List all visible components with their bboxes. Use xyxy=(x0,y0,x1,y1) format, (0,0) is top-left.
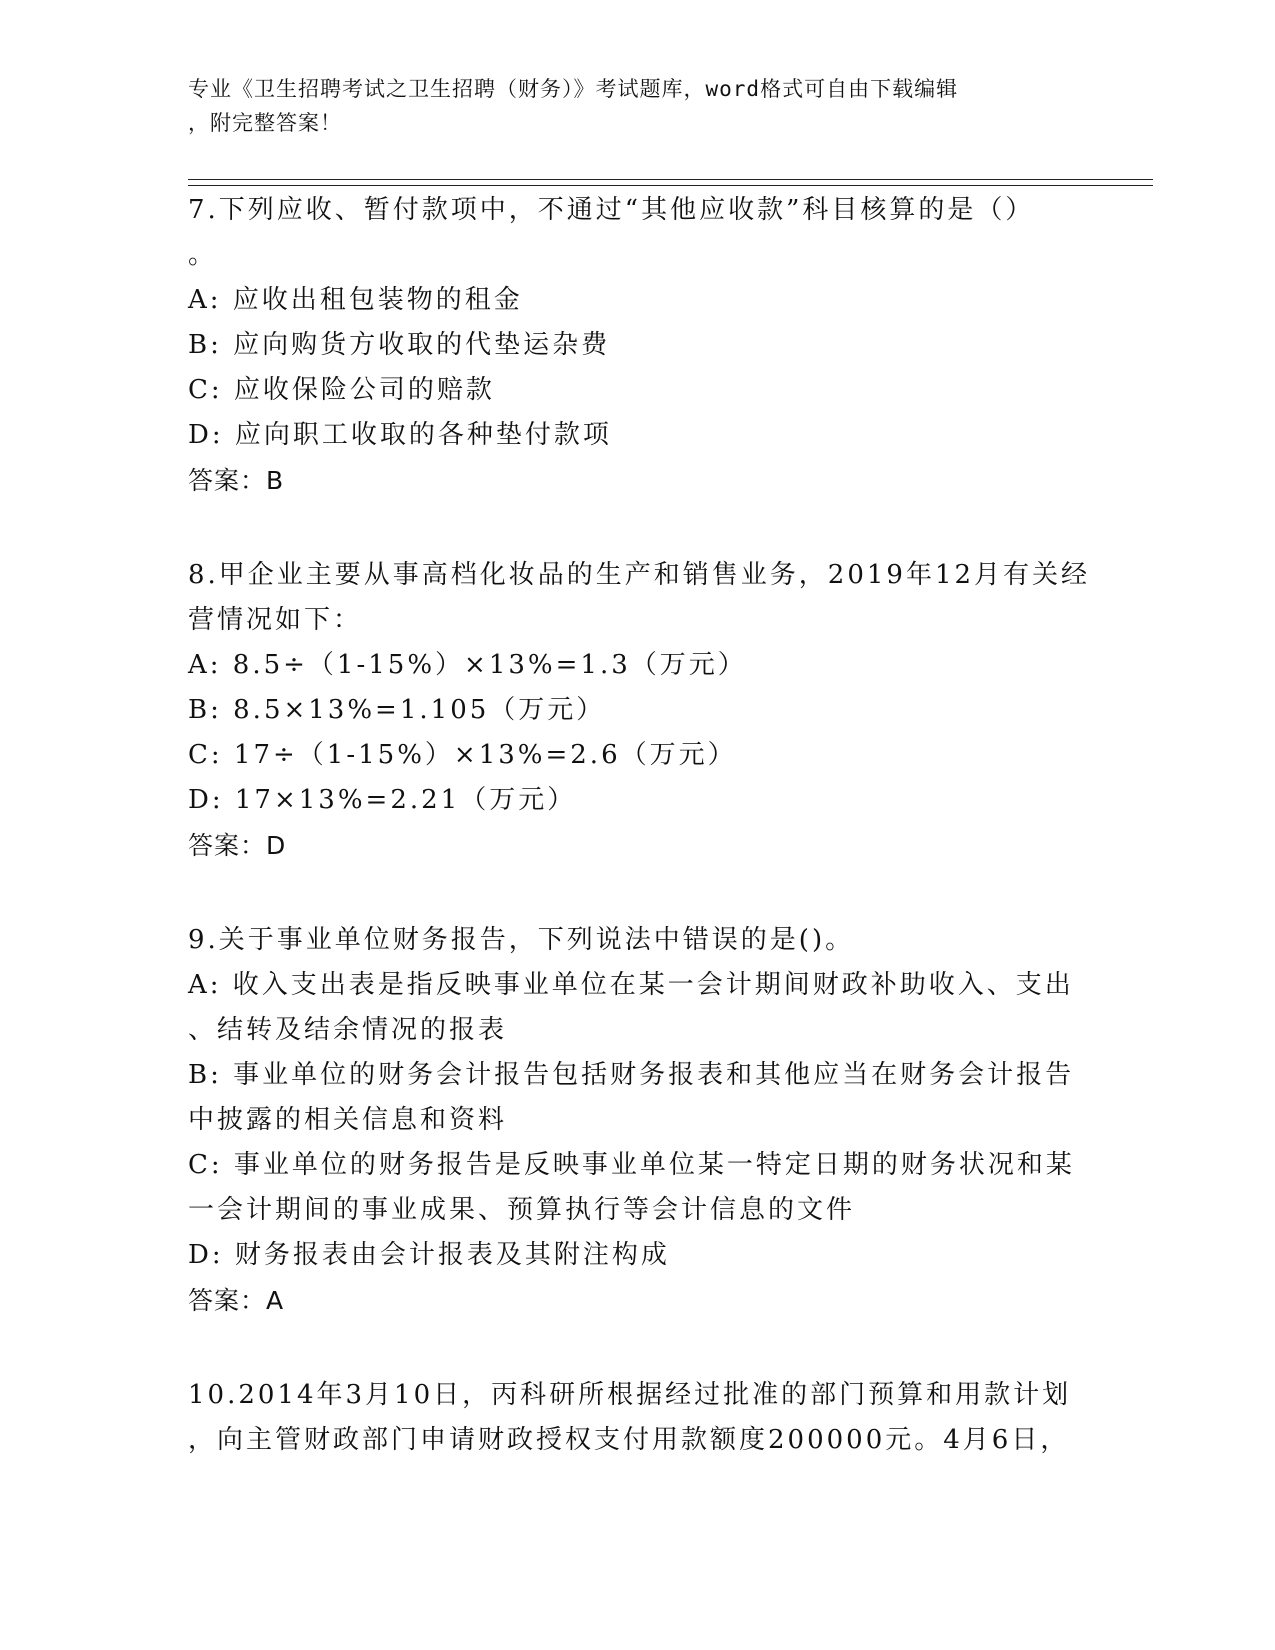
answer: 答案：B xyxy=(188,466,285,495)
header-line-1: 专业《卫生招聘考试之卫生招聘（财务）》考试题库，word格式可自由下载编辑 xyxy=(188,77,959,101)
option-b: B: 应向购货方收取的代垫运杂费 xyxy=(188,330,611,360)
header-line-2: ，附完整答案！ xyxy=(188,111,342,135)
option-d: D: 17×13%=2.21（万元） xyxy=(188,785,577,815)
option-c: C: 应收保险公司的赔款 xyxy=(188,375,495,405)
question-stem: ，向主管财政部门申请财政授权支付用款额度200000元。4月6日， xyxy=(188,1425,1070,1455)
question-8 xyxy=(188,553,1091,868)
option-a: A: 收入支出表是指反映事业单位在某一会计期间财政补助收入、支出 xyxy=(188,970,1074,1000)
option-b-cont: 中披露的相关信息和资料 xyxy=(188,1105,508,1135)
option-b: B: 8.5×13%=1.105（万元） xyxy=(188,695,606,725)
option-d: D: 财务报表由会计报表及其附注构成 xyxy=(188,1240,670,1270)
header-divider-top xyxy=(188,179,1153,180)
question-stem: 7.下列应收、暂付款项中，不通过“其他应收款”科目核算的是（） xyxy=(188,195,1035,225)
option-c: C: 17÷（1-15%）×13%=2.6（万元） xyxy=(188,740,737,770)
question-stem: 。 xyxy=(188,240,218,270)
question-stem: 8.甲企业主要从事高档化妆品的生产和销售业务，2019年12月有关经 xyxy=(188,560,1091,590)
question-10 xyxy=(188,1373,1088,1463)
option-d: D: 应向职工收取的各种垫付款项 xyxy=(188,420,612,450)
question-stem: 9.关于事业单位财务报告，下列说法中错误的是()。 xyxy=(188,925,855,955)
option-b: B: 事业单位的财务会计报告包括财务报表和其他应当在财务会计报告 xyxy=(188,1060,1075,1090)
option-c-cont: 一会计期间的事业成果、预算执行等会计信息的文件 xyxy=(188,1195,856,1225)
header-divider-bottom xyxy=(188,185,1153,186)
document-header xyxy=(188,72,1068,140)
answer: 答案：D xyxy=(188,831,287,860)
option-a: A: 8.5÷（1-15%）×13%=1.3（万元） xyxy=(188,650,747,680)
option-a-cont: 、结转及结余情况的报表 xyxy=(188,1015,508,1045)
answer: 答案：A xyxy=(188,1286,285,1315)
question-stem: 10.2014年3月10日，丙科研所根据经过批准的部门预算和用款计划 xyxy=(188,1380,1072,1410)
question-stem: 营情况如下： xyxy=(188,605,363,635)
option-c: C: 事业单位的财务报告是反映事业单位某一特定日期的财务状况和某 xyxy=(188,1150,1075,1180)
option-a: A: 应收出租包装物的租金 xyxy=(188,285,523,315)
question-7 xyxy=(188,188,1088,503)
question-9 xyxy=(188,918,1088,1323)
